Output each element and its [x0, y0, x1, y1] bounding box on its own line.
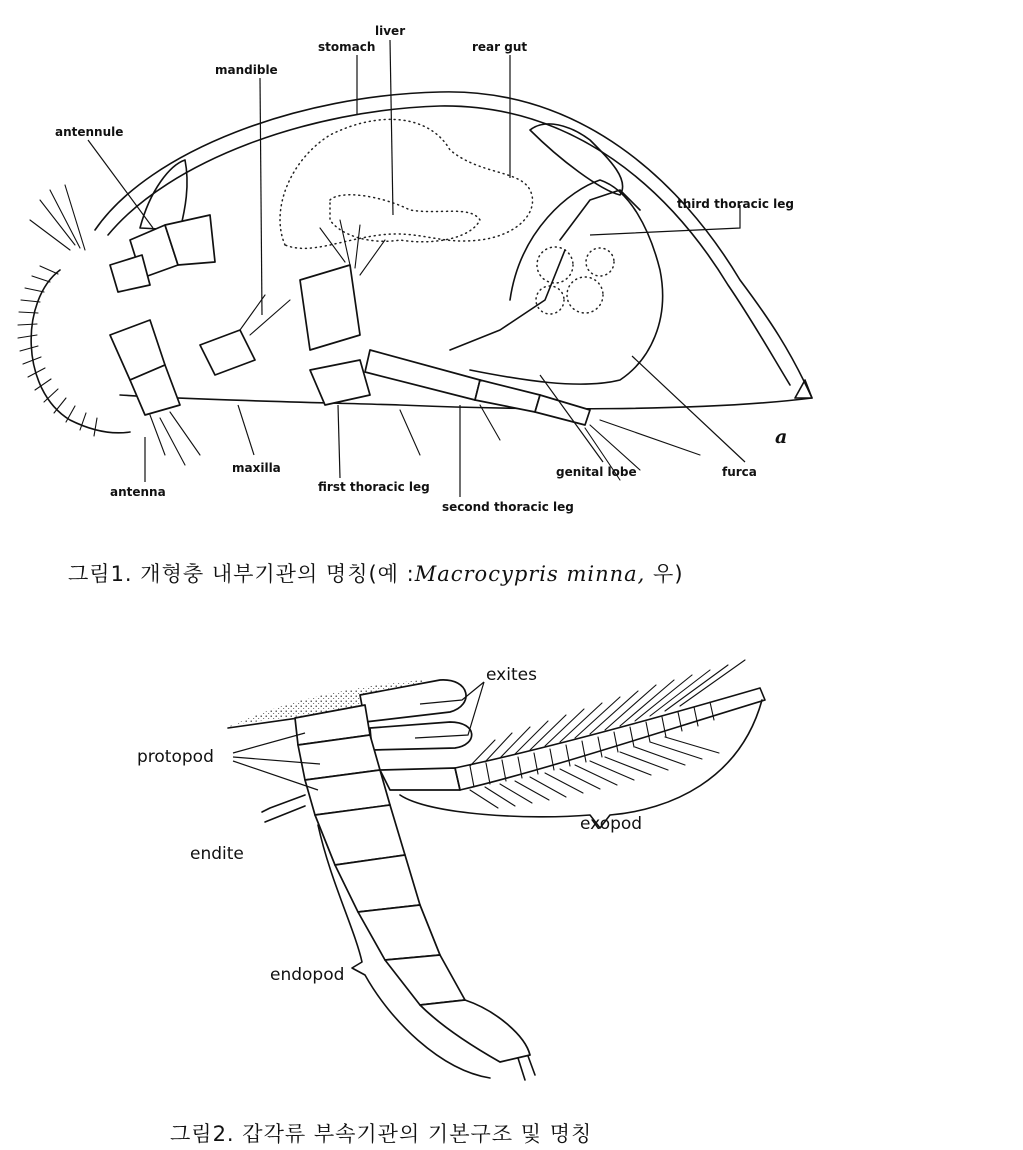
label-second-thoracic-leg: second thoracic leg: [442, 500, 574, 514]
stomach-outline: [280, 119, 533, 248]
caption-1-prefix: 그림1. 개형충 내부기관의 명칭(예 :: [68, 562, 415, 586]
label-exopod: exopod: [580, 814, 643, 834]
liver-leader: [390, 40, 393, 215]
label-stomach: stomach: [318, 40, 376, 54]
label-endite: endite: [190, 844, 244, 864]
endite: [262, 795, 305, 822]
label-liver: liver: [375, 24, 406, 38]
antennule-leader: [88, 140, 153, 228]
figure-1-caption: [68, 558, 684, 588]
first-thoracic-leg-leader: [338, 405, 340, 478]
caption-1-species: Macrocypris minna,: [414, 562, 646, 586]
label-first-thoracic-leg: first thoracic leg: [318, 480, 430, 494]
exopod-shaft: [455, 688, 765, 790]
label-antenna: antenna: [110, 485, 166, 499]
mandible-leader: [260, 78, 262, 315]
label-maxilla: maxilla: [232, 461, 281, 475]
exopod-segment-lines: [470, 702, 714, 787]
label-genital-lobe: genital lobe: [556, 465, 637, 479]
furca-leader: [632, 356, 745, 462]
antenna-comb: [31, 270, 130, 433]
label-third-thoracic-leg: third thoracic leg: [677, 197, 794, 211]
endopod-segment-5: [420, 1000, 530, 1062]
label-endopod: endopod: [270, 965, 345, 985]
label-rear-gut: rear gut: [472, 40, 528, 54]
exopod-brace: [400, 700, 762, 828]
protopod-leader-1: [233, 733, 305, 753]
label-protopod: protopod: [137, 747, 214, 767]
caption-1-suffix: 우): [645, 562, 684, 586]
genital-lobe-leader: [540, 375, 603, 462]
label-antennule: antennule: [55, 125, 124, 139]
figure-2-appendage-structure: [0, 600, 1023, 1150]
label-furca: furca: [722, 465, 757, 479]
maxilla-leader: [238, 405, 254, 455]
panel-letter: a: [775, 426, 788, 448]
endopod-segment-2: [335, 855, 420, 912]
appendage-diagram: [0, 600, 1023, 1150]
endopod-segment-4: [385, 955, 465, 1005]
figure-2-caption: 그림2. 갑각류 부속기관의 기본구조 및 명칭: [170, 1122, 593, 1146]
endopod-segment-3: [358, 905, 440, 960]
endopod-segment-1: [315, 805, 405, 865]
label-exites: exites: [486, 665, 537, 685]
label-mandible: mandible: [215, 63, 278, 77]
